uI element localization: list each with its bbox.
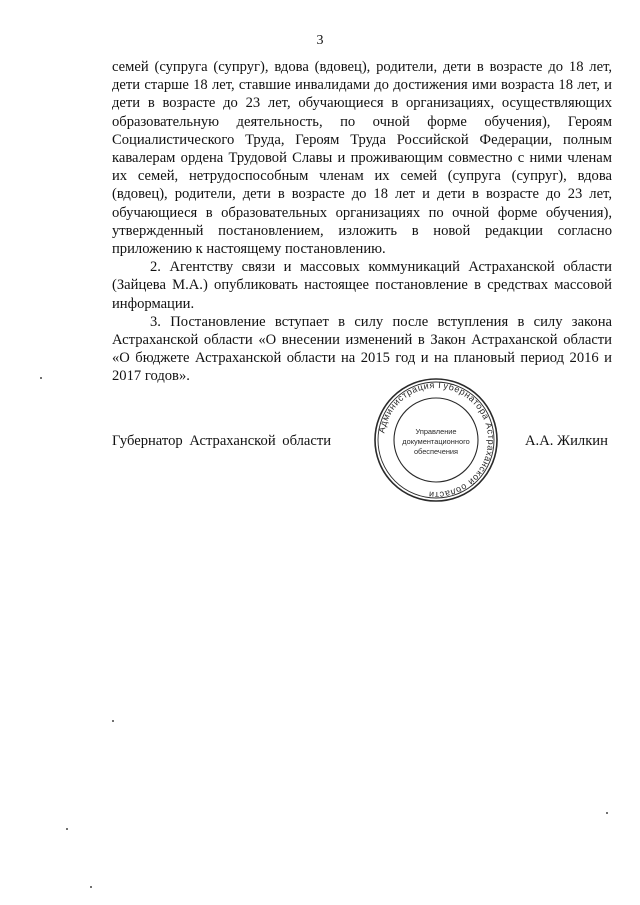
seal-inner-line-3: обеспечения: [413, 447, 459, 456]
scan-speck: [40, 377, 42, 379]
paragraph-3: 3. Постановление вступает в силу после вступления в силу закона Астраханской области «О внесении изменений в Закон Астраханской области «О бюджете Астраханской области на 2015 год и на плановый период 2016 и 2017 годов».: [112, 313, 612, 385]
paragraph-continuation: семей (супруга (супруг), вдова (вдовец), родители, дети в возрасте до 18 лет, дети старше 18 лет, ставшие инвалидами до достижения ими возраста 18 лет, и дети в возрасте до 23 лет, обучающиеся в организациях, осуществляющих образовательную деятельность, по очной форме обучения), Героям Социалистического Труда, Героям Труда Российской Федерации, полным кавалерам ордена Трудовой Славы и проживающим совместно с ними членам их семей, нетрудоспособным членам их семей (супруга (супруг), вдова (вдовец), родители, дети в возрасте до 18 лет и дети в возрасте до 23 лет, обучающиеся в образовательных организациях по очной форме обучения), утвержденный постановлением, изложить в новой редакции согласно приложению к настоящему постановлению.: [112, 59, 612, 258]
official-seal: [372, 376, 500, 504]
signatory-name: А.А. Жилкин: [525, 433, 608, 449]
scan-speck: [112, 720, 114, 722]
seal-inner-line-1: Управление: [415, 427, 457, 436]
page-number: 3: [316, 33, 324, 48]
seal-graphic: [372, 376, 500, 504]
scan-speck: [606, 812, 608, 814]
scan-speck: [66, 828, 68, 830]
seal-inner-line-2: документационного: [402, 437, 470, 446]
seal-outer-text: Администрация Губернатора Астраханской области: [376, 379, 497, 501]
paragraph-2: 2. Агентству связи и массовых коммуникаций Астраханской области (Зайцева М.А.) опубликовать настоящее постановление в средствах массовой информации.: [112, 259, 612, 312]
scan-speck: [90, 886, 92, 888]
signatory-position: Губернатор Астраханской области: [112, 433, 332, 449]
document-body: [112, 58, 612, 386]
